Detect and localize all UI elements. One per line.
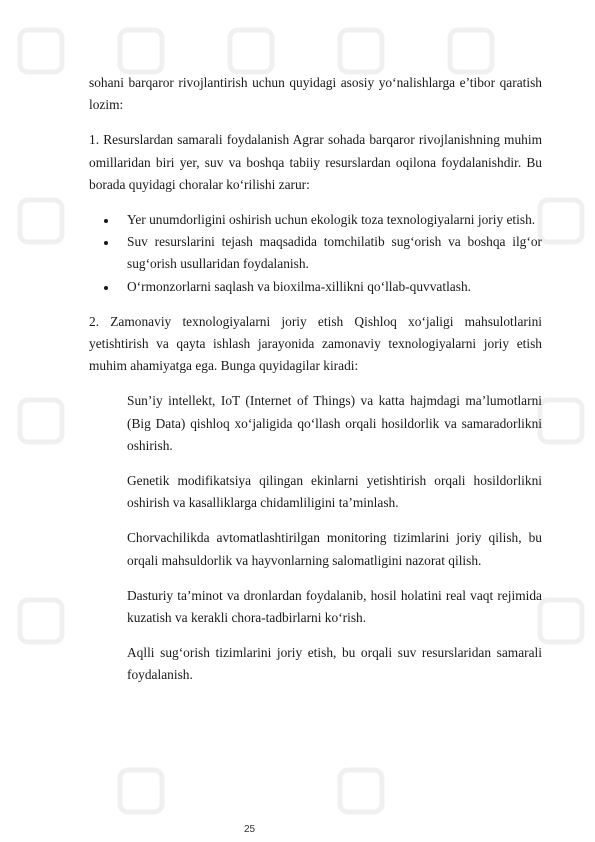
list-item: O‘rmonzorlarni saqlash va bioxilma-xillikni qo‘llab-quvvatlash. (89, 276, 542, 298)
bullet-icon (104, 286, 108, 290)
page-number: 25 (244, 824, 256, 835)
list-item: Dasturiy ta’minot va dronlardan foydalanib, hosil holatini real vaqt rejimida kuzatish va kerakli chora-tadbirlarni ko‘rish. (127, 587, 542, 626)
list-item: Suv resurslarini tejash maqsadida tomchilatib sug‘orish va boshqa ilg‘or sug‘orish usullaridan foydalanish. (89, 231, 542, 275)
list-item: Yer unumdorligini oshirish uchun ekologik toza texnologiyalarni joriy etish. (89, 209, 542, 231)
list-item: Sun’iy intellekt, IoT (Internet of Things) va katta hajmdagi ma’lumotlarni (Big Data) qishloq xo‘jaligida qo‘llash orqali hosildorlik va samaradorlikni oshirish. (127, 393, 542, 453)
document-body (89, 0, 542, 687)
list-item: Aqlli sug‘orish tizimlarini joriy etish, bu orqali suv resurslaridan samarali foydalanish. (127, 645, 542, 683)
section-2-paragraph: 2. Zamonaviy texnologiyalarni joriy etish Qishloq xo‘jaligi mahsulotlarini yetishtirish va qayta ishlash jarayonida zamonaviy texnologiyalarni joriy etish muhim ahamiyatga ega. Bunga quyidagilar kiradi: (89, 313, 542, 374)
list-item: Genetik modifikatsiya qilingan ekinlarni yetishtirish orqali hosildorlikni oshirish va kasalliklarga chidamliligini ta’minlash. (127, 473, 542, 511)
intro-paragraph: sohani barqaror rivojlantirish uchun quyidagi asosiy yo‘nalishlarga e’tibor qaratish lozim: (89, 75, 542, 113)
section-1-bullet-list (89, 209, 542, 298)
bullet-icon (104, 219, 108, 223)
bullet-icon (104, 241, 108, 245)
section-1-paragraph: 1. Resurslardan samarali foydalanish Agrar sohada barqaror rivojlanishning muhim omillaridan biri yer, suv va boshqa tabiiy resurslardan oqilona foydalanishdir. Bu borada quyidagi choralar ko‘rilishi zarur: (89, 132, 542, 192)
list-item: Chorvachilikda avtomatlashtirilgan monitoring tizimlarini joriy qilish, bu orqali mahsuldorlik va hayvonlarning salomatligini nazorat qilish. (127, 530, 542, 568)
section-2-item-list (89, 390, 542, 686)
